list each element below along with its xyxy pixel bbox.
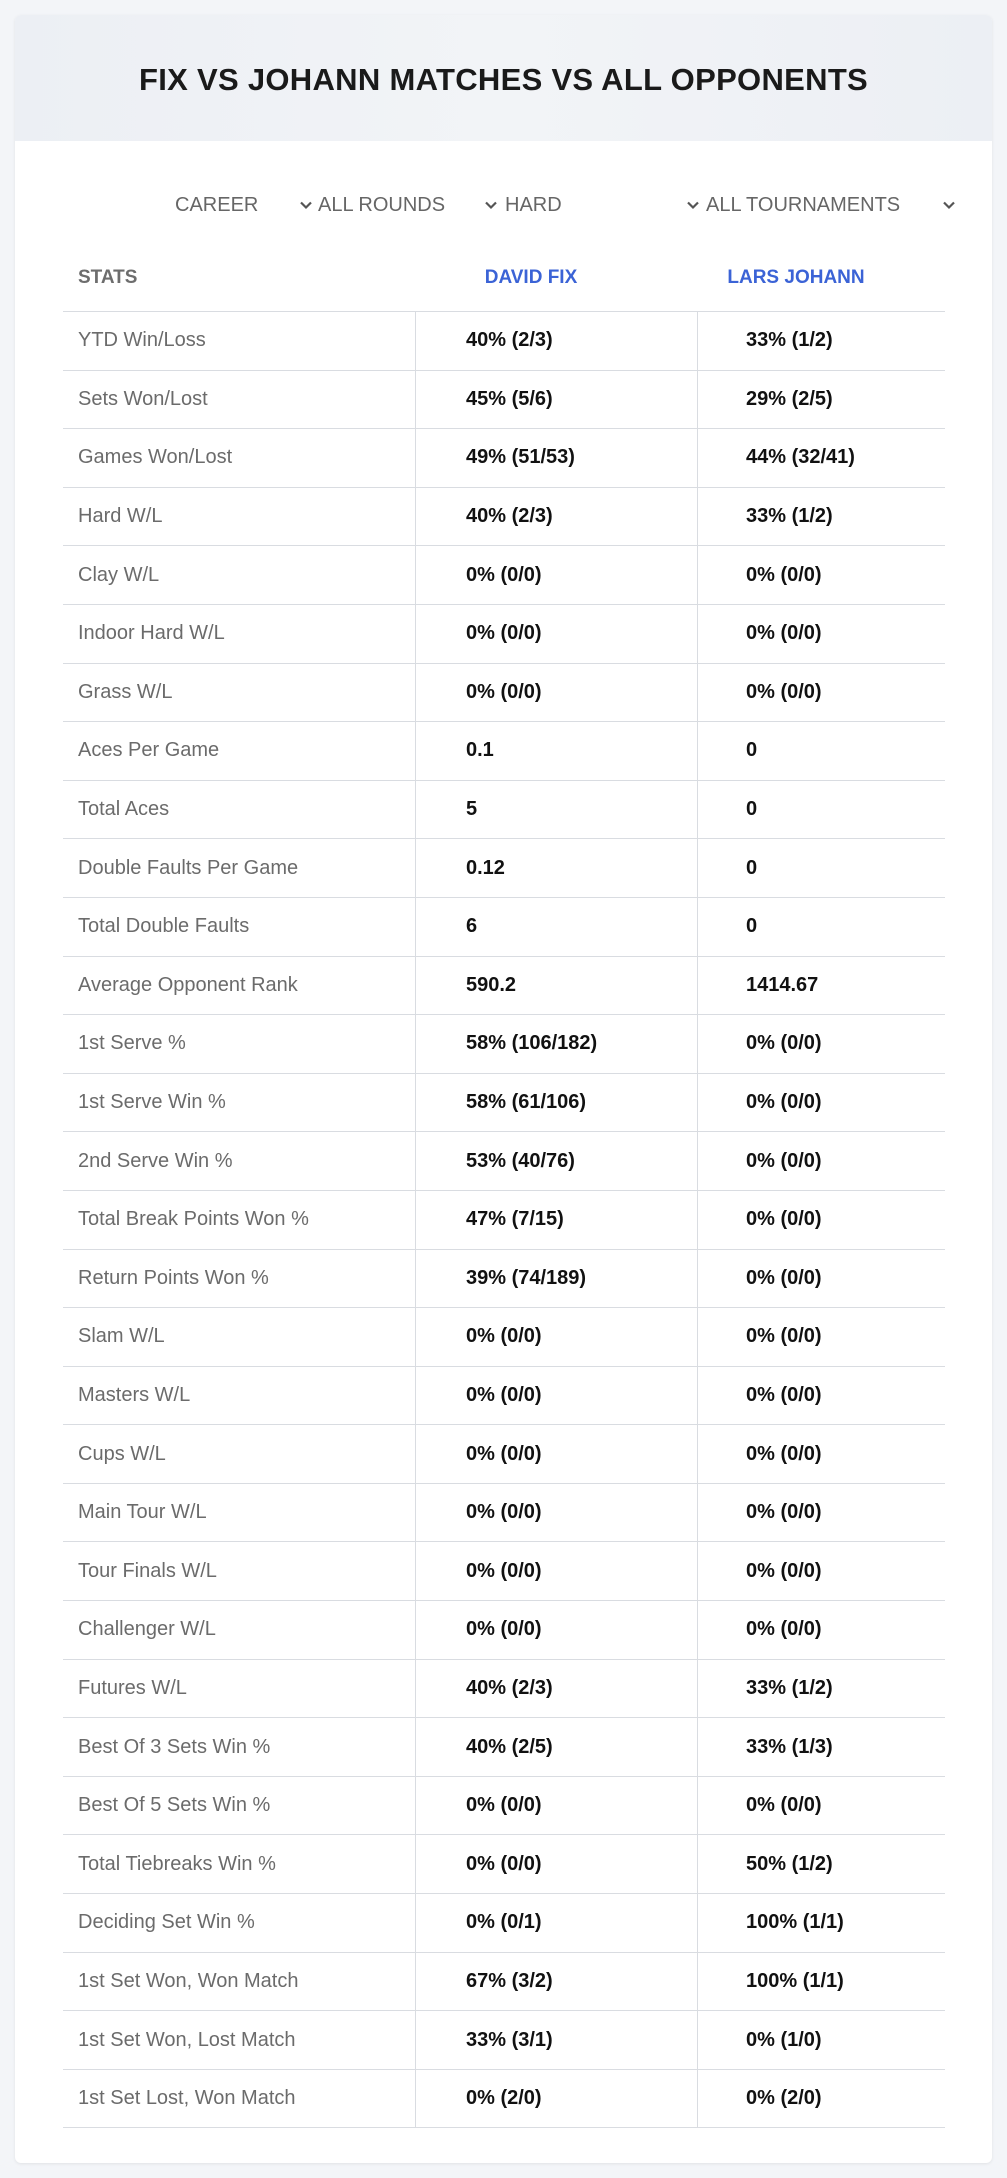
player1-value: 6 (415, 898, 697, 956)
table-row (63, 839, 945, 898)
table-row (63, 546, 945, 605)
stat-label: 1st Serve Win % (78, 1091, 226, 1114)
stat-label: Best Of 5 Sets Win % (78, 1794, 271, 1817)
stat-label: Tour Finals W/L (78, 1559, 217, 1582)
stat-label: YTD Win/Loss (78, 329, 206, 352)
player1-value: 0% (0/0) (415, 1367, 697, 1425)
player2-value: 0% (2/0) (697, 2070, 945, 2128)
player1-value: 0% (0/0) (415, 1484, 697, 1542)
player1-value: 0% (2/0) (415, 2070, 697, 2128)
table-row (63, 1074, 945, 1133)
stat-label: Grass W/L (78, 680, 173, 703)
table-row (63, 1953, 945, 2012)
stat-label: Return Points Won % (78, 1266, 269, 1289)
player1-value: 0% (0/1) (415, 1894, 697, 1952)
player1-value: 53% (40/76) (415, 1132, 697, 1190)
player2-value: 33% (1/2) (697, 1660, 945, 1718)
chevron-down-icon (686, 198, 700, 212)
player2-value: 1414.67 (697, 957, 945, 1015)
stat-label: Double Faults Per Game (78, 856, 299, 879)
table-row (63, 1367, 945, 1426)
stat-label: Main Tour W/L (78, 1501, 207, 1524)
table-row (63, 2070, 945, 2129)
stat-label: Clay W/L (78, 563, 160, 586)
stat-label: 1st Set Lost, Won Match (78, 2087, 296, 2110)
filter-surface-select[interactable] (505, 187, 700, 223)
player2-value: 0% (0/0) (697, 1308, 945, 1366)
player2-value: 0% (1/0) (697, 2011, 945, 2069)
player1-value: 45% (5/6) (415, 371, 697, 429)
filter-label: CAREER (175, 193, 259, 216)
stat-label: Challenger W/L (78, 1618, 216, 1641)
player2-value: 0% (0/0) (697, 1484, 945, 1542)
table-row (63, 2011, 945, 2070)
stat-label: 2nd Serve Win % (78, 1149, 233, 1172)
header-stats: STATS (78, 267, 138, 288)
table-header (63, 245, 945, 312)
chevron-down-icon (942, 198, 956, 212)
filter-bar (15, 187, 992, 223)
player1-value: 40% (2/3) (415, 312, 697, 370)
player1-value: 0% (0/0) (415, 1601, 697, 1659)
player1-value: 0% (0/0) (415, 1542, 697, 1600)
table-row (63, 488, 945, 547)
table-row (63, 1835, 945, 1894)
player2-value: 33% (1/2) (697, 488, 945, 546)
player2-value: 0 (697, 781, 945, 839)
player2-value: 0% (0/0) (697, 1777, 945, 1835)
table-row (63, 1425, 945, 1484)
table-row (63, 957, 945, 1016)
player1-value: 0% (0/0) (415, 1835, 697, 1893)
stats-card (15, 15, 992, 2163)
stats-table (63, 245, 945, 2128)
table-body (63, 312, 945, 2128)
table-row (63, 605, 945, 664)
table-row (63, 1542, 945, 1601)
player1-value: 39% (74/189) (415, 1250, 697, 1308)
player2-value: 44% (32/41) (697, 429, 945, 487)
chevron-down-icon (299, 198, 313, 212)
stat-label: Games Won/Lost (78, 446, 233, 469)
player2-value: 0 (697, 898, 945, 956)
stat-label: Deciding Set Win % (78, 1911, 255, 1934)
player2-value: 0 (697, 839, 945, 897)
player1-value: 0% (0/0) (415, 664, 697, 722)
player2-value: 0% (0/0) (697, 1015, 945, 1073)
player2-value: 100% (1/1) (697, 1894, 945, 1952)
table-row (63, 1250, 945, 1309)
player2-value: 0% (0/0) (697, 1191, 945, 1249)
table-row (63, 1601, 945, 1660)
player1-value: 0.1 (415, 722, 697, 780)
player2-value: 0% (0/0) (697, 1132, 945, 1190)
header-player1[interactable]: DAVID FIX (484, 267, 578, 288)
player2-value: 29% (2/5) (697, 371, 945, 429)
player2-value: 0% (0/0) (697, 1425, 945, 1483)
player2-value: 0% (0/0) (697, 1601, 945, 1659)
filter-label: HARD (505, 193, 562, 216)
player1-value: 0% (0/0) (415, 1777, 697, 1835)
player1-value: 0% (0/0) (415, 546, 697, 604)
player2-value: 0% (0/0) (697, 1250, 945, 1308)
stat-label: Total Double Faults (78, 915, 250, 938)
player2-value: 0% (0/0) (697, 1367, 945, 1425)
stat-label: Cups W/L (78, 1442, 166, 1465)
table-row (63, 312, 945, 371)
stat-label: 1st Set Won, Lost Match (78, 2028, 296, 2051)
table-row (63, 898, 945, 957)
player2-value: 0% (0/0) (697, 605, 945, 663)
table-row (63, 1484, 945, 1543)
stat-label: Slam W/L (78, 1325, 165, 1348)
filter-label: ALL TOURNAMENTS (706, 193, 901, 216)
player2-value: 33% (1/2) (697, 312, 945, 370)
player1-value: 47% (7/15) (415, 1191, 697, 1249)
table-row (63, 1191, 945, 1250)
player1-value: 590.2 (415, 957, 697, 1015)
table-row (63, 1132, 945, 1191)
filter-round-select[interactable] (318, 187, 498, 223)
table-row (63, 429, 945, 488)
table-row (63, 1308, 945, 1367)
table-row (63, 1894, 945, 1953)
stat-label: Hard W/L (78, 505, 163, 528)
player1-value: 40% (2/5) (415, 1718, 697, 1776)
player2-value: 0% (0/0) (697, 546, 945, 604)
stat-label: Average Opponent Rank (78, 973, 298, 996)
chevron-down-icon (484, 198, 498, 212)
filter-label: ALL ROUNDS (318, 193, 446, 216)
stat-label: 1st Serve % (78, 1032, 186, 1055)
stat-label: 1st Set Won, Won Match (78, 1969, 299, 1992)
player1-value: 58% (106/182) (415, 1015, 697, 1073)
page-title: FIX VS JOHANN MATCHES VS ALL OPPONENTS (138, 62, 869, 97)
filter-period-select[interactable] (175, 187, 313, 223)
player1-value: 67% (3/2) (415, 1953, 697, 2011)
player2-value: 100% (1/1) (697, 1953, 945, 2011)
player2-value: 50% (1/2) (697, 1835, 945, 1893)
stat-label: Total Break Points Won % (78, 1208, 309, 1231)
player1-value: 0% (0/0) (415, 605, 697, 663)
player1-value: 40% (2/3) (415, 1660, 697, 1718)
player2-value: 0% (0/0) (697, 1074, 945, 1132)
stat-label: Masters W/L (78, 1383, 191, 1406)
player1-value: 5 (415, 781, 697, 839)
stat-label: Indoor Hard W/L (78, 622, 225, 645)
stat-label: Total Aces (78, 798, 170, 821)
table-row (63, 1660, 945, 1719)
table-row (63, 781, 945, 840)
stat-label: Total Tiebreaks Win % (78, 1852, 276, 1875)
player1-value: 49% (51/53) (415, 429, 697, 487)
player2-value: 0% (0/0) (697, 1542, 945, 1600)
table-row (63, 1777, 945, 1836)
stat-label: Aces Per Game (78, 739, 220, 762)
table-row (63, 664, 945, 723)
stat-label: Sets Won/Lost (78, 387, 208, 410)
player2-value: 0% (0/0) (697, 664, 945, 722)
player1-value: 0% (0/0) (415, 1308, 697, 1366)
table-row (63, 371, 945, 430)
filter-tournament-select[interactable] (706, 187, 956, 223)
player2-value: 0 (697, 722, 945, 780)
player1-value: 33% (3/1) (415, 2011, 697, 2069)
stat-label: Best Of 3 Sets Win % (78, 1735, 271, 1758)
player2-value: 33% (1/3) (697, 1718, 945, 1776)
header-player2[interactable]: LARS JOHANN (727, 267, 865, 288)
player1-value: 0.12 (415, 839, 697, 897)
table-row (63, 1015, 945, 1074)
card-header (15, 15, 992, 141)
stat-label: Futures W/L (78, 1676, 187, 1699)
player1-value: 58% (61/106) (415, 1074, 697, 1132)
player1-value: 0% (0/0) (415, 1425, 697, 1483)
player1-value: 40% (2/3) (415, 488, 697, 546)
table-row (63, 722, 945, 781)
table-row (63, 1718, 945, 1777)
